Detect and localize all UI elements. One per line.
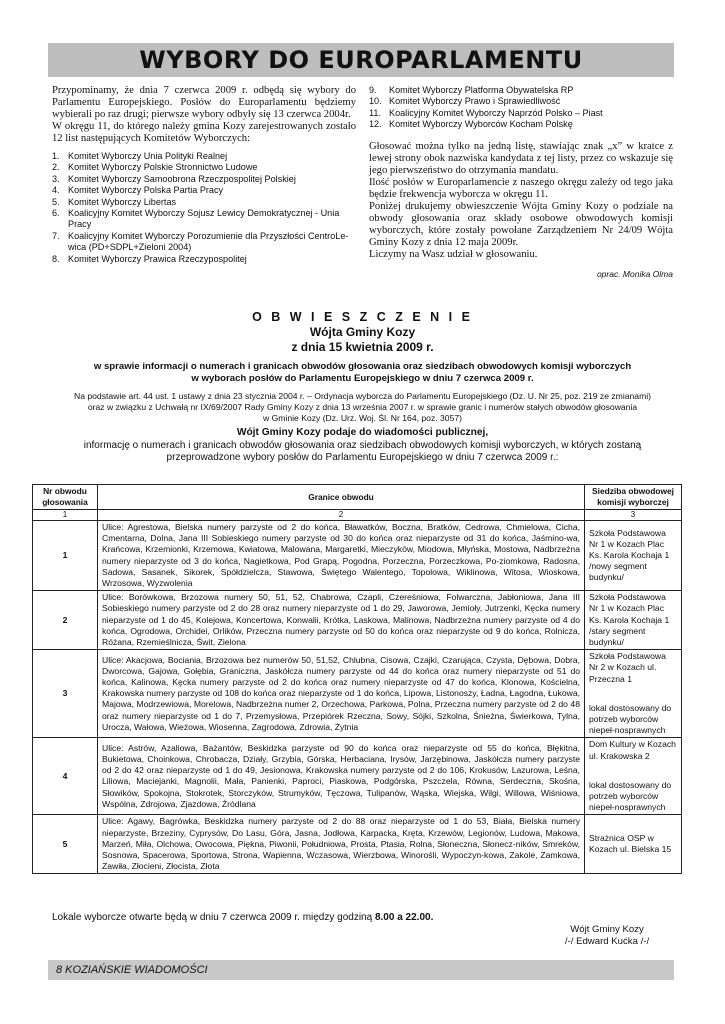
- table-index-row: 1 2 3: [33, 510, 682, 521]
- district-streets: Ulice: Astrów, Azaliowa, Bażantów, Beskidzka parzyste od 90 do końca oraz nieparzyste od 55 do końca, Błękitna, Bukietowa, Choinkowa, Chrobacza, Działy, Grzybia, Górska, Herbaciana, Irysów, Jarzębinowa, Jaskółcza numery parzyste od 2 do 42 oraz nieparzyste od 1 do 49, Jesionowa, Krakowska numery parzyste od 2 do 106, Krokusów, Lazurowa, Leśna, Liliowa, Maciejanki, Magnolii, Mała, Panienki, Paproci, Piaskowa, Podgórska, Pszczela, Równa, Serdeczna, Skośna, Słowików, Spokojna, Stokrotek, Storczyków, Strumyków, Tęczowa, Tulipanów, Wąska, Wiejska, Wilgi, Willowa, Wiśniowa, Wspólna, Zdrojowa, Zjazdowa, Źródlana: [98, 738, 585, 815]
- intro-paragraph-1: Przypominamy, że dnia 7 czerwca 2009 r. odbędą się wybory do Parlamentu Europejskiego. Posłów do Europarlamentu będziemy wybierali po raz drugi; pierwsze wybory odbyły się 13 czerwca 2004r.: [52, 85, 356, 120]
- list-item: 1. Komitet Wyborczy Unia Polityki Realnej: [52, 151, 228, 161]
- district-number: 2: [33, 591, 98, 650]
- table-row: [33, 521, 682, 591]
- list-item: 9. Komitet Wyborczy Platforma Obywatelska RP: [369, 85, 574, 95]
- list-item: 11. Koalicyjny Komitet Wyborczy Naprzód Polsko – Piast: [369, 107, 603, 118]
- intro-paragraph-2: W okręgu 11, do którego należy gmina Kozy zarejestrowanych zostało 12 list następujących Komitetów Wyborczych:: [52, 121, 356, 144]
- notice-legal-basis: Na podstawie art. 44 ust. 1 ustawy z dnia 23 stycznia 2004 r. – Ordynacja wyborcza do Parlamentu Europejskiego (Dz. U. Nr 25, poz. 219 ze zmianami) oraz w związku z Uchwałą nr IX/69/2007 Rady Gminy Kozy z dnia 13 września 2007 r. w sprawie granic i numerów stałych obwodów głosowania w Gminie Kozy (Dz. Urz. Woj. Śl. Nr 164, poz. 3057): [73, 391, 651, 423]
- notice-intro: Poniżej drukujemy obwieszczenie Wójta Gminy Kozy o podziale na obwody głosowania oraz składy osobowe obwodowych komisji wyborczych, które zostały powołane Zarządzeniem Nr 24/09 Wójta Gminy Kozy z dnia 12 maja 2009r.: [369, 200, 673, 248]
- district-seat: Dom Kultury w Kozach ul. Krakowska 2 lokal dostosowany do potrzeb wyborców niepeł-nosprawnych: [585, 738, 682, 815]
- district-seat: Strażnica OSP w Kozach ul. Bielska 15: [585, 815, 682, 874]
- district-streets: Ulice: Borówkowa, Brzozowa numery 50, 51, 52, Chabrowa, Czapli, Czereśniowa, Folwarczna, Jabłoniowa, Jana III Sobieskiego numery parzyste od 2 do 28 oraz numery nieparzyste od 1 do 29, Jaworowa, Jemioły, Jutrzenki, Kęcka numery nieparzyste od 1 do 45, Kolejowa, Koncertowa, Konwalii, Krótka, Laskowa, Malinowa, Nadbrzeżna numery parzyste od 4 do końca, Ogrodowa, Orchidei, Orlików, Przeczna numery parzyste od 50 do końca oraz nieparzyste od 9 do końca, Rolnicza, Różana, Rzemieślnicza, Świt, Zielona: [98, 591, 585, 650]
- committee-list: [52, 151, 356, 265]
- intro-column: [52, 85, 356, 265]
- district-streets: Ulice: Agawy, Bagrówka, Beskidzka numery parzyste od 2 do 88 oraz nieparzyste od 1 do 53, Biała, Bielska numery nieparzyste, Brzeziny, Cyprysów, Do Lasu, Góra, Jasna, Jodłowa, Karpacka, Kręta, Krzewów, Legionów, Ludowa, Makowa, Marzeń, Miła, Olchowa, Owocowa, Piękna, Piwonii, Południowa, Prosta, Ptasia, Rolna, Słoneczna, Słonecz-ników, Smreków, Sosnowa, Spacerowa, Sportowa, Strona, Wapienna, Wczasowa, Wierzbowa, Winorośli, Wypoczyn-kowa, Zakole, Zamkowa, Zawiła, Złocieni, Złocista, Złota: [98, 815, 585, 874]
- list-item: 4. Komitet Wyborczy Polska Partia Pracy: [52, 185, 224, 196]
- district-streets: Ulice: Agrestowa, Bielska numery parzyste od 2 do końca, Bławatków, Boczna, Bratków, Cedrowa, Chmielowa, Cicha, Cmentarna, Dolna, Jana III Sobieskiego numery parzyste od 30 do końca oraz nieparzyste od 31 do końca, Jaśmino-wa, Krańcowa, Krzemionki, Krzemowa, Kwiatowa, Malowana, Margaretki, Mieczyków, Miodowa, Młyńska, Mostowa, Nadbrzeżna numery nieparzyste od 3 do końca, Nagietkowa, Pod Grapą, Pogodna, Porzeczna, Porzeczkowa, Po-ziomkowa, Radosna, Sadowa, Sasanek, Sikorek, Spółdzielcza, Stawowa, Świętego Walentego, Topolowa, Wiklinowa, Witosa, Wioskowa, Wrzosowa, Wyzwolenia: [98, 521, 585, 591]
- table-row: [33, 815, 682, 874]
- district-number: 5: [33, 815, 98, 874]
- notice-subject: w sprawie informacji o numerach i granicach obwodów głosowania oraz siedzibach obwodowych komisji wyborczych w wyborach posłów do Parlamentu Europejskiego w dniu 7 czerwca 2009 r.: [93, 361, 632, 384]
- district-number: 3: [33, 650, 98, 738]
- list-item: 10. Komitet Wyborczy Prawo i Sprawiedliwość: [369, 96, 561, 107]
- district-seat: Szkoła Podstawowa Nr 1 w Kozach Plac Ks. Karola Kochaja 1 /stary segment budynku/: [585, 591, 682, 650]
- right-column: [369, 85, 673, 279]
- list-item: 12. Komitet Wyborczy Wyborców Kocham Polskę: [369, 119, 573, 130]
- page-footer: 8 KOZIAŃSKIE WIADOMOŚCI: [48, 960, 674, 980]
- list-item: 5. Komitet Wyborczy Libertas: [52, 196, 177, 207]
- table-row: [33, 591, 682, 650]
- signature: Wójt Gminy Kozy /-/ Edward Kućka /-/: [564, 924, 650, 947]
- district-seat: Szkoła Podstawowa Nr 2 w Kozach ul. Przeczna 1 lokal dostosowany do potrzeb wyborców niepeł-nosprawnych: [585, 650, 682, 738]
- table-row: [33, 650, 682, 738]
- table-header-row: [33, 485, 682, 510]
- notice-subtitle: Wójta Gminy Kozy: [309, 325, 416, 339]
- notice-title: O B W I E S Z C Z E N I E: [252, 310, 473, 324]
- committee-list-continued: [369, 85, 673, 131]
- districts-table: [32, 484, 682, 874]
- district-number: 4: [33, 738, 98, 815]
- header-granice: Granice obwodu: [98, 485, 585, 510]
- notice-announcement: Wójt Gminy Kozy podaje do wiadomości publicznej,: [236, 427, 489, 438]
- list-item: 8. Komitet Wyborczy Prawica Rzeczypospolitej: [52, 253, 247, 264]
- participation-appeal: Liczymy na Wasz udział w głosowaniu.: [369, 248, 538, 260]
- notice-info: informację o numerach i granicach obwodów głosowania oraz siedzibach obwodowych komisji wyborczych, w których zostaną przeprowadzone wybory posłów do Parlamentu Europejskiego w dniu 7 czerwca 2009 r.:: [83, 439, 642, 463]
- table-row: [33, 738, 682, 815]
- list-item: 2. Komitet Wyborczy Polskie Stronnictwo Ludowe: [52, 162, 258, 173]
- district-number: 1: [33, 521, 98, 591]
- voting-instructions: Głosować można tylko na jedną listę, stawiając znak „x” w kratce z lewej strony obok nazwiska kandydata z tej listy, przez co wskazuje się jego pierwszeństwo do otrzymania mandatu.: [369, 140, 673, 176]
- page-title: WYBORY DO EUROPARLAMENTU: [48, 43, 674, 77]
- notice-date: z dnia 15 kwietnia 2009 r.: [291, 340, 434, 354]
- district-streets: Ulice: Akacjowa, Bociania, Brzozowa bez numerów 50, 51,52, Chlubna, Cisowa, Czajki, Czarująca, Czysta, Dębowa, Dobra, Dworcowa, Gajowa, Gołębia, Graniczna, Jaskółcza numery parzyste od 44 do końca oraz numery nieparzyste od 51 do końca, Kalinowa, Kęcka numery parzyste od 2 do końca oraz numery nieparzyste od 47 do końca, Klonowa, Kościelna, Krakowska numery parzyste od 108 do końca oraz nieparzyste od 1 do końca, Lipowa, Listonoszy, Ładna, Łagodna, Łukowa, Majowa, Modrzewiowa, Morelowa, Nadbrzeżna numer 2, Orzechowa, Parkowa, Polna, Przeczna numery parzyste od 2 do 48 oraz numery nieparzyste od 1 do 7, Przemysłowa, Przepiórek Rzeczna, Sowy, Sójki, Szkolna, Śnieżna, Świerkowa, Tylna, Urocza, Wałowa, Wieżowa, Wiosenna, Zagrodowa, Zdrowia, Żytnia: [98, 650, 585, 738]
- district-seat: Szkoła Podstawowa Nr 1 w Kozach Plac Ks. Karola Kochaja 1 /nowy segment budynku/: [585, 521, 682, 591]
- header-siedziba: Siedziba obwodowej komisji wyborczej: [585, 485, 682, 510]
- header-nr: Nr obwodu głosowania: [33, 485, 98, 510]
- list-item: 7. Koalicyjny Komitet Wyborczy Porozumienie dla Przyszłości CentroLe-wica (PD+SDPL+Zieloni 2004): [52, 230, 349, 253]
- turnout-note: Ilość posłów w Europarlamencie z naszego okręgu zależy od tego jaka będzie frekwencja wyborcza w okręgu 11.: [369, 176, 673, 200]
- list-item: 3. Komitet Wyborczy Samoobrona Rzeczpospolitej Polskiej: [52, 173, 296, 184]
- opening-hours: Lokale wyborcze otwarte będą w dniu 7 czerwca 2009 r. między godziną 8.00 a 22.00.: [52, 912, 434, 923]
- author-credit: oprac. Monika Olma: [596, 268, 673, 279]
- notice-header: [40, 310, 685, 465]
- list-item: 6. Koalicyjny Komitet Wyborczy Sojusz Lewicy Demokratycznej - Unia Pracy: [52, 208, 340, 230]
